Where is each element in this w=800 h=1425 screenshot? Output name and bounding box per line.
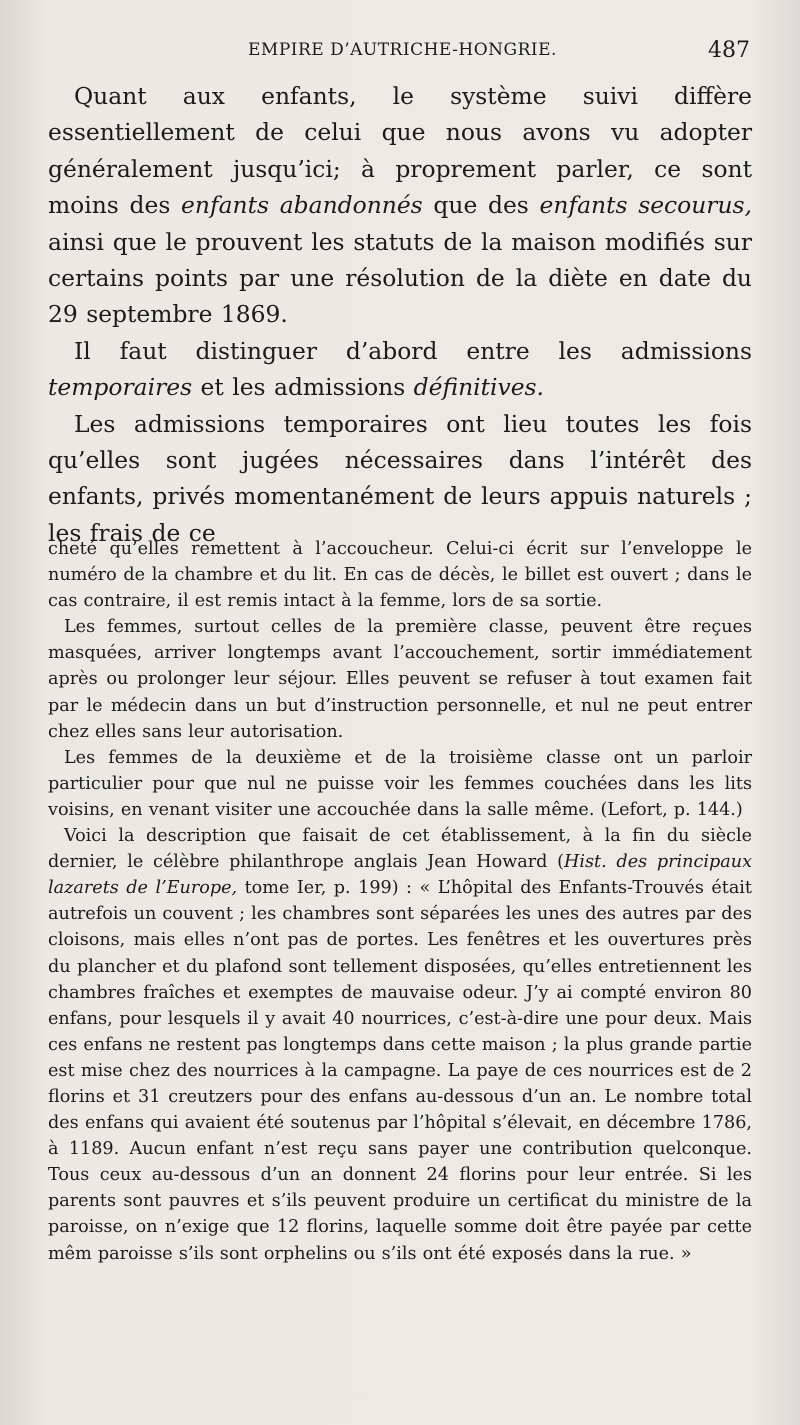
p1-text-a: Quant aux enfants, le système suivi diffère essentiellement de celui que nous avons vu adopter généralement jusqu’ici; à proprement parler, ce sont moins des bbox=[48, 82, 752, 220]
note-4-italic: Hist. des principaux lazarets de l’Europe, bbox=[48, 852, 752, 899]
p2-text-b: et les admissions bbox=[192, 373, 414, 402]
note-1: cheté qu’elles remettent à l’accoucheur. Celui-ci écrit sur l’enveloppe le numéro de la chambre et du lit. En cas de décès, le billet est ouvert ; dans le cas contraire, il est remis intact à la femme, lors de sa sortie. bbox=[48, 539, 752, 612]
note-2: Les femmes, surtout celles de la première classe, peuvent être reçues masquées, arriver longtemps avant l’accouchement, sortir immédiatement après ou prolonger leur séjour. Elles peuvent se refuser à tout examen fait par le médecin dans un but d’instruction personnelle, et nul ne peut entrer chez elles sans leur autorisation. bbox=[48, 617, 752, 742]
p2-italic-2: définitives. bbox=[413, 373, 544, 402]
note-4-text-b: tome Ier, p. 199) : « L’hôpital des Enfants-Trouvés était autrefois un couvent ; les chambres sont séparées les unes des autres par des cloisons, mais elles n’ont pas de portes. Les fenêtres et les ouvertures près du plancher et du plafond sont tellement disposées, qu’elles entretiennent les chambres fraîches et exemptes de mauvaise odeur. J’y ai compté environ 80 enfans, pour lesquels il y avait 40 nourrices, c’est-à-dire une pour deux. Mais ces enfans ne restent pas longtemps dans cette maison ; la plus grande partie est mise chez des nourrices à la campagne. La paye de ces nourrices est de 2 florins et 31 creutzers pour des enfans au-dessous d’un an. Le nombre total des enfans qui avaient été soutenus par l’hôpital s’élevait, en décembre 1786, à 1189. Aucun enfant n’est reçu sans payer une contribution quelconque. Tous ceux au-dessous d’un an donnent 24 florins pour leur entrée. Si les parents sont pauvres et s’ils peuvent produire un certificat du ministre de la paroisse, on n’exige que 12 florins, laquelle somme doit être payée par cette mêm paroisse s’ils sont orphelins ou s’ils ont été exposés dans la rue. » bbox=[48, 878, 753, 1264]
note-3: Les femmes de la deuxième et de la troisième classe ont un parloir particulier pour que nul ne puisse voir les femmes couchées dans les lits voisins, en venant visiter une accouchée dans la salle même. (Lefort, p. 144.) bbox=[48, 747, 752, 820]
note-4-text-a: Voici la description que faisait de cet établissement, à la fin du siècle dernier, le célèbre philanthrope anglais Jean Howard ( bbox=[48, 826, 752, 873]
p2-text-a: Il faut distinguer d’abord entre les admissions bbox=[74, 336, 752, 365]
p1-italic-2: enfants secourus, bbox=[539, 191, 752, 220]
main-text bbox=[48, 78, 752, 551]
p1-italic-1: enfants abandonnés bbox=[181, 191, 423, 220]
note-4 bbox=[48, 823, 752, 1267]
p2-italic-1: temporaires bbox=[48, 373, 193, 402]
p1-text-b: que des bbox=[422, 191, 540, 220]
paragraph-2 bbox=[48, 333, 752, 406]
page-number: 487 bbox=[708, 38, 750, 63]
running-head: EMPIRE D’AUTRICHE-HONGRIE. bbox=[248, 40, 557, 60]
footnotes bbox=[48, 536, 752, 1267]
page-header bbox=[48, 38, 752, 68]
paragraph-3: Les admissions temporaires ont lieu toutes les fois qu’elles sont jugées nécessaires dans l’intérêt des enfants, privés momentanément de leurs appuis naturels ; les frais de ce bbox=[48, 409, 752, 547]
paragraph-1 bbox=[48, 78, 752, 333]
p1-text-c: ainsi que le prouvent les statuts de la maison modifiés sur certains points par une résolution de la diète en date du 29 septembre 1869. bbox=[48, 227, 752, 329]
